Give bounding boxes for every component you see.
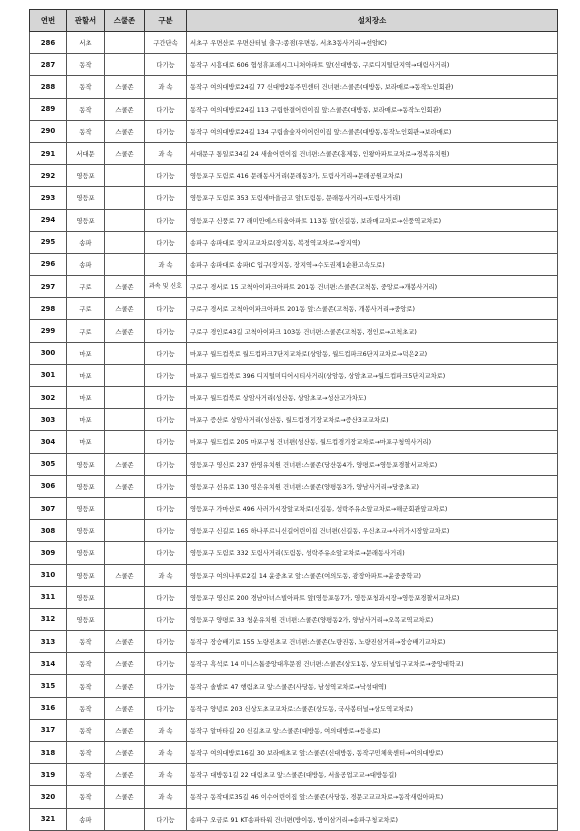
row-station: 영등포 [67, 475, 105, 497]
row-school-zone [105, 808, 145, 830]
row-serial: 294 [30, 209, 67, 231]
row-serial: 296 [30, 253, 67, 275]
row-station: 영등포 [67, 542, 105, 564]
row-school-zone [105, 54, 145, 76]
row-type: 다기능 [145, 431, 187, 453]
row-station: 동작 [67, 54, 105, 76]
row-location: 동작구 양녕로 203 신상도초교교차로:스쿨존(상도동, 국사봉터널→상도역교차로) [187, 697, 558, 719]
row-type: 다기능 [145, 409, 187, 431]
row-location: 동작구 대방동1길 22 대림초교 앞:스쿨존(대방동, 서울공업고교→대방동길) [187, 764, 558, 786]
row-school-zone [105, 209, 145, 231]
row-serial: 289 [30, 98, 67, 120]
table-row [30, 409, 558, 431]
table-header-row [30, 10, 558, 32]
row-station: 마포 [67, 431, 105, 453]
table-row [30, 608, 558, 630]
row-station: 영등포 [67, 586, 105, 608]
row-type: 다기능 [145, 808, 187, 830]
row-school-zone [105, 586, 145, 608]
table-row [30, 98, 558, 120]
row-serial: 311 [30, 586, 67, 608]
row-location: 구로구 경서로 15 고척아이파크아파트 201동 건너편:스쿨존(고척동, 중앙로→개봉사거리) [187, 276, 558, 298]
table-row [30, 298, 558, 320]
row-serial: 306 [30, 475, 67, 497]
camera-location-table [29, 9, 558, 831]
row-type: 과 속 [145, 76, 187, 98]
table-row [30, 764, 558, 786]
row-serial: 290 [30, 120, 67, 142]
row-station: 마포 [67, 409, 105, 431]
row-location: 영등포구 도림로 332 도림사거리(도림동, 성락주유소앞교차로→문래동사거리) [187, 542, 558, 564]
row-location: 동작구 흑석로 14 미니스톱중앙대후문점 건너편:스쿨존(상도1동, 상도터널입구교차로→중앙대학교) [187, 653, 558, 675]
table-row [30, 453, 558, 475]
row-type: 다기능 [145, 608, 187, 630]
row-location: 구로구 경인로43길 고척아이파크 103동 건너편:스쿨존(고척동, 경인로→고척초교) [187, 320, 558, 342]
row-serial: 292 [30, 165, 67, 187]
row-type: 다기능 [145, 675, 187, 697]
row-location: 영등포구 양평로 33 청운유치원 건너편:스쿨존(양평동2가, 양남사거리→오목교역교차로) [187, 608, 558, 630]
row-serial: 293 [30, 187, 67, 209]
row-location: 서초구 우면산로 우면산터널 출구:종점(우면동, 서초3동사거리→선암IC) [187, 32, 558, 54]
row-type: 다기능 [145, 364, 187, 386]
row-school-zone [105, 253, 145, 275]
row-location: 동작구 솔밭로 47 행림초교 앞:스쿨존(사당동, 남성역교차로→낙성대역) [187, 675, 558, 697]
table-row [30, 231, 558, 253]
table-row [30, 542, 558, 564]
table-row [30, 653, 558, 675]
header-school-zone: 스쿨존 [105, 10, 145, 32]
row-school-zone [105, 364, 145, 386]
row-station: 구로 [67, 276, 105, 298]
table-row [30, 342, 558, 364]
row-location: 마포구 월드컵북로 월드컵파크7단지교차로(상암동, 월드컵파크6단지교차로→덕은2교) [187, 342, 558, 364]
row-location: 동작구 여의대방로24길 134 구립솔숲자이어린이집 앞:스쿨존(대방동,동작노인회관→보라매로) [187, 120, 558, 142]
row-location: 마포구 월드컵로 205 마포구청 건너편(성산동, 월드컵경기장교차로→마포구청역사거리) [187, 431, 558, 453]
row-type: 과 속 [145, 142, 187, 164]
row-school-zone [105, 387, 145, 409]
row-station: 서대문 [67, 142, 105, 164]
table-row [30, 209, 558, 231]
table-row [30, 431, 558, 453]
row-school-zone [105, 431, 145, 453]
row-station: 영등포 [67, 187, 105, 209]
header-type: 구분 [145, 10, 187, 32]
table-row [30, 786, 558, 808]
table-row [30, 475, 558, 497]
row-school-zone: 스쿨존 [105, 142, 145, 164]
row-school-zone: 스쿨존 [105, 120, 145, 142]
table-row [30, 120, 558, 142]
row-school-zone: 스쿨존 [105, 276, 145, 298]
row-serial: 300 [30, 342, 67, 364]
row-school-zone: 스쿨존 [105, 719, 145, 741]
row-station: 동작 [67, 786, 105, 808]
row-serial: 315 [30, 675, 67, 697]
row-serial: 288 [30, 76, 67, 98]
row-station: 구로 [67, 320, 105, 342]
row-location: 영등포구 가마산로 496 사러가시장앞교차로(신길동, 성락주유소앞교차로→해군회관앞교차로) [187, 497, 558, 519]
row-station: 영등포 [67, 453, 105, 475]
table-row [30, 564, 558, 586]
row-school-zone [105, 342, 145, 364]
row-station: 동작 [67, 120, 105, 142]
row-station: 동작 [67, 98, 105, 120]
row-type: 과 속 [145, 564, 187, 586]
row-station: 마포 [67, 364, 105, 386]
row-school-zone: 스쿨존 [105, 453, 145, 475]
table-row [30, 808, 558, 830]
row-type: 과 속 [145, 253, 187, 275]
row-serial: 313 [30, 631, 67, 653]
row-school-zone [105, 187, 145, 209]
row-type: 과 속 [145, 786, 187, 808]
table-row [30, 54, 558, 76]
row-type: 다기능 [145, 520, 187, 542]
table-row [30, 320, 558, 342]
row-location: 영등포구 여의나루로2길 14 윤중초교 앞:스쿨존(여의도동, 광장아파트→윤중중학교) [187, 564, 558, 586]
row-station: 마포 [67, 387, 105, 409]
row-station: 동작 [67, 631, 105, 653]
row-location: 영등포구 신풍로 77 래미안에스티움아파트 113동 앞(신길동, 보라매교차로→신풍역교차로) [187, 209, 558, 231]
row-type: 과속 및 신호 [145, 276, 187, 298]
row-school-zone [105, 165, 145, 187]
row-type: 다기능 [145, 542, 187, 564]
row-school-zone [105, 32, 145, 54]
row-type: 다기능 [145, 54, 187, 76]
row-station: 송파 [67, 253, 105, 275]
row-school-zone [105, 542, 145, 564]
row-location: 구로구 경서로 고척아이파크아파트 201동 앞:스쿨존(고척동, 개봉사거리→중앙로) [187, 298, 558, 320]
row-serial: 304 [30, 431, 67, 453]
row-location: 동작구 동작대로35길 46 이수어린이집 앞:스쿨존(사당동, 경문고교교차로→동작새림아파트) [187, 786, 558, 808]
row-location: 동작구 알마타길 20 신길초교 앞:스쿨존(대방동, 여의대방로→등용로) [187, 719, 558, 741]
table-row [30, 697, 558, 719]
row-school-zone: 스쿨존 [105, 564, 145, 586]
row-type: 다기능 [145, 320, 187, 342]
table-row [30, 387, 558, 409]
row-location: 영등포구 도림로 416 문래동사거리(문래동3가, 도림사거리→문래공원교차로) [187, 165, 558, 187]
row-station: 송파 [67, 808, 105, 830]
row-serial: 312 [30, 608, 67, 630]
row-location: 동작구 여의대방로16길 30 보라매초교 앞:스쿨존(신대방동, 동작구민체육센터→여의대방로) [187, 742, 558, 764]
row-school-zone: 스쿨존 [105, 475, 145, 497]
row-station: 구로 [67, 298, 105, 320]
row-location: 송파구 오금로 91 KT송파타워 건너편(방이동, 방이삼거리→송파구청교차로) [187, 808, 558, 830]
row-type: 다기능 [145, 231, 187, 253]
row-serial: 309 [30, 542, 67, 564]
table-row [30, 497, 558, 519]
table-row [30, 76, 558, 98]
row-serial: 297 [30, 276, 67, 298]
row-location: 마포구 월드컵북로 상암사거리(성산동, 상암초교→성산고가차도) [187, 387, 558, 409]
row-type: 다기능 [145, 209, 187, 231]
row-type: 다기능 [145, 453, 187, 475]
row-type: 다기능 [145, 98, 187, 120]
row-serial: 303 [30, 409, 67, 431]
row-school-zone: 스쿨존 [105, 631, 145, 653]
table-row [30, 520, 558, 542]
row-type: 과 속 [145, 719, 187, 741]
table-row [30, 631, 558, 653]
row-school-zone: 스쿨존 [105, 697, 145, 719]
row-type: 과 속 [145, 764, 187, 786]
row-type: 다기능 [145, 187, 187, 209]
row-location: 마포구 증산로 상암사거리(성산동, 월드컵경기장교차로→증산3교교차로) [187, 409, 558, 431]
row-serial: 310 [30, 564, 67, 586]
row-station: 동작 [67, 719, 105, 741]
row-station: 영등포 [67, 564, 105, 586]
row-serial: 307 [30, 497, 67, 519]
row-school-zone [105, 409, 145, 431]
row-location: 동작구 여의대방로24길 77 신대방2동주민센터 건너편:스쿨존(대방동, 보라매로→동작노인회관) [187, 76, 558, 98]
row-school-zone: 스쿨존 [105, 764, 145, 786]
row-type: 다기능 [145, 342, 187, 364]
row-serial: 301 [30, 364, 67, 386]
row-type: 다기능 [145, 298, 187, 320]
table-row [30, 742, 558, 764]
row-station: 동작 [67, 76, 105, 98]
row-location: 영등포구 신길로 165 하나푸르니신길어린이집 건너편(신길동, 우신초교→사러가시장앞교차로) [187, 520, 558, 542]
row-school-zone: 스쿨존 [105, 320, 145, 342]
row-type: 다기능 [145, 653, 187, 675]
row-station: 영등포 [67, 209, 105, 231]
row-serial: 318 [30, 742, 67, 764]
row-serial: 302 [30, 387, 67, 409]
row-school-zone: 스쿨존 [105, 786, 145, 808]
row-type: 다기능 [145, 586, 187, 608]
table-row [30, 32, 558, 54]
row-location: 영등포구 선유로 130 영은유치원 건너편:스쿨존(양평동3가, 양남사거리→당중초교) [187, 475, 558, 497]
row-location: 동작구 여의대방로24길 113 구립한결어린이집 앞:스쿨존(대방동, 보라매로→동작노인회관) [187, 98, 558, 120]
table-row [30, 719, 558, 741]
row-location: 송파구 송파대로 송파IC 입구(장지동, 장지역→수도권제1순환고속도로) [187, 253, 558, 275]
row-type: 다기능 [145, 697, 187, 719]
row-location: 영등포구 영신로 237 한영유치원 건너편:스쿨존(당산동4가, 양평로→영등포경찰서교차로) [187, 453, 558, 475]
row-location: 영등포구 영신로 200 경남아너스빌아파트 앞(영등포동7가, 영등포청과시장→영등포경찰서교차로) [187, 586, 558, 608]
row-serial: 305 [30, 453, 67, 475]
header-serial: 연번 [30, 10, 67, 32]
row-location: 동작구 장승배기로 155 노량진초교 건너편:스쿨존(노량진동, 노량진삼거리→장승배기교차로) [187, 631, 558, 653]
row-station: 영등포 [67, 608, 105, 630]
table-row [30, 165, 558, 187]
row-type: 다기능 [145, 631, 187, 653]
table-row [30, 586, 558, 608]
row-station: 영등포 [67, 520, 105, 542]
row-serial: 314 [30, 653, 67, 675]
row-serial: 319 [30, 764, 67, 786]
row-serial: 308 [30, 520, 67, 542]
row-serial: 286 [30, 32, 67, 54]
table-row [30, 675, 558, 697]
table-row [30, 187, 558, 209]
row-school-zone [105, 231, 145, 253]
row-school-zone: 스쿨존 [105, 298, 145, 320]
header-location: 설치장소 [187, 10, 558, 32]
row-type: 다기능 [145, 120, 187, 142]
table-row [30, 364, 558, 386]
row-serial: 316 [30, 697, 67, 719]
row-school-zone: 스쿨존 [105, 98, 145, 120]
row-school-zone [105, 608, 145, 630]
row-station: 서초 [67, 32, 105, 54]
header-station: 관할서 [67, 10, 105, 32]
row-type: 다기능 [145, 165, 187, 187]
row-location: 영등포구 도림로 353 도림새마을금고 앞(도림동, 문래동사거리→도림사거리) [187, 187, 558, 209]
row-type: 다기능 [145, 387, 187, 409]
row-type: 다기능 [145, 497, 187, 519]
table-body [30, 32, 558, 831]
row-station: 동작 [67, 653, 105, 675]
row-type: 구간단속 [145, 32, 187, 54]
row-serial: 287 [30, 54, 67, 76]
row-station: 동작 [67, 697, 105, 719]
row-serial: 291 [30, 142, 67, 164]
row-location: 마포구 월드컵북로 396 디지털미디어시티사거리(상암동, 상암초교→월드컵파크5단지교차로) [187, 364, 558, 386]
row-serial: 317 [30, 719, 67, 741]
row-station: 동작 [67, 675, 105, 697]
row-school-zone [105, 497, 145, 519]
row-type: 과 속 [145, 742, 187, 764]
row-station: 영등포 [67, 497, 105, 519]
row-station: 영등포 [67, 165, 105, 187]
row-serial: 299 [30, 320, 67, 342]
row-type: 다기능 [145, 475, 187, 497]
table-row [30, 253, 558, 275]
row-serial: 321 [30, 808, 67, 830]
row-station: 동작 [67, 764, 105, 786]
row-school-zone [105, 520, 145, 542]
row-station: 마포 [67, 342, 105, 364]
table-row [30, 142, 558, 164]
row-serial: 298 [30, 298, 67, 320]
row-school-zone: 스쿨존 [105, 653, 145, 675]
row-location: 동작구 시흥대로 606 협성휴포레시그니처아파트 앞(신대방동, 구로디지털단지역→대림사거리) [187, 54, 558, 76]
row-school-zone: 스쿨존 [105, 742, 145, 764]
table-row [30, 276, 558, 298]
row-school-zone: 스쿨존 [105, 76, 145, 98]
row-station: 동작 [67, 742, 105, 764]
row-station: 송파 [67, 231, 105, 253]
row-location: 서대문구 통일로34길 24 새솔어린이집 건너편:스쿨존(홍제동, 인왕아파트교차로→경복유치원) [187, 142, 558, 164]
row-school-zone: 스쿨존 [105, 675, 145, 697]
row-serial: 320 [30, 786, 67, 808]
row-location: 송파구 송파대로 장지교교차로(장지동, 복정역교차로→장지역) [187, 231, 558, 253]
row-serial: 295 [30, 231, 67, 253]
